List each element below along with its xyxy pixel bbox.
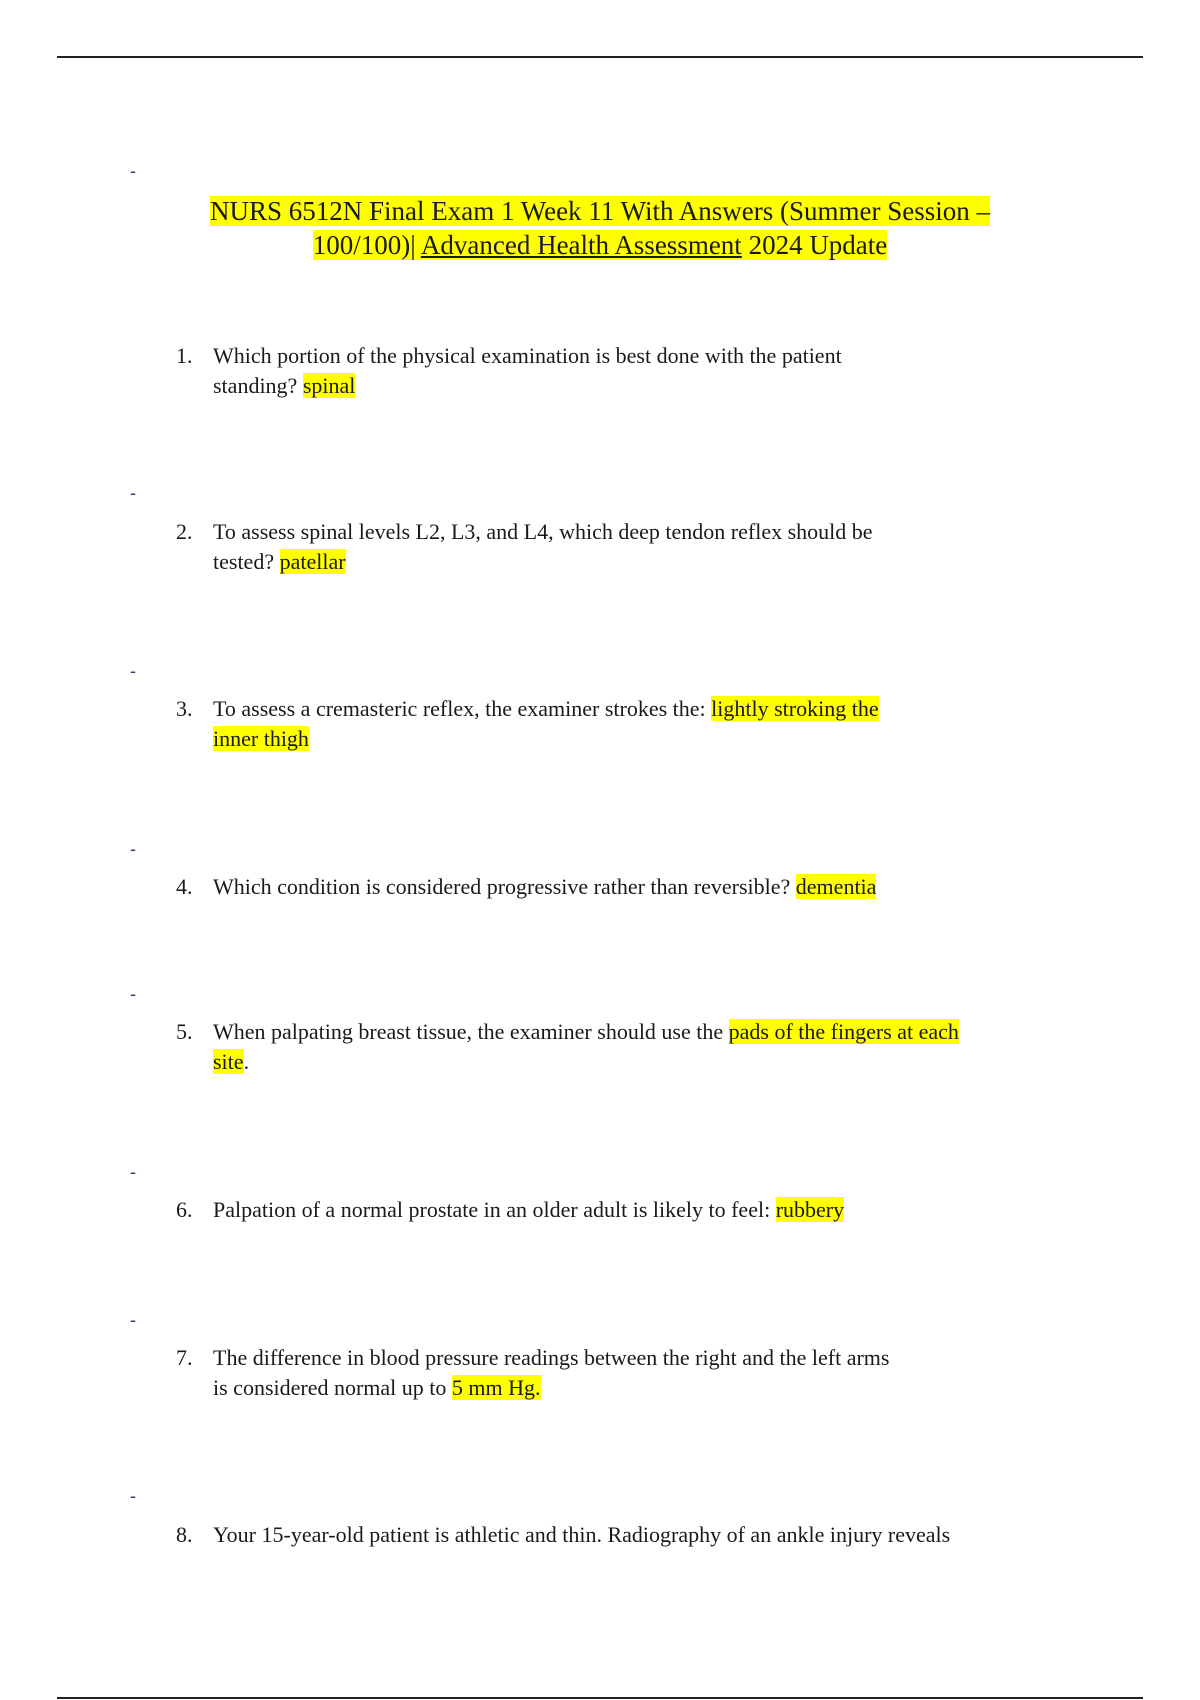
question-8 [176, 1520, 1076, 1550]
answer-highlight: 5 mm Hg. [451, 1375, 541, 1400]
question-6 [176, 1195, 1076, 1225]
answer-highlight: dementia [795, 874, 877, 899]
question-text [213, 694, 1076, 754]
document-title [170, 194, 1030, 262]
separator-dash: - [130, 1486, 136, 1506]
question-line: Palpation of a normal prostate in an older adult is likely to feel: [213, 1197, 776, 1222]
separator-dash: - [130, 984, 136, 1004]
title-part-1: NURS 6512N Final Exam 1 [210, 196, 521, 226]
title-part-2: Week 11 With Answers (Summer Session – [520, 196, 990, 226]
top-rule [57, 56, 1143, 58]
question-line: is considered normal up to [213, 1375, 452, 1400]
question-number: 4. [176, 874, 193, 899]
question-text [213, 341, 1076, 401]
question-text [213, 872, 1076, 902]
question-line: To assess a cremasteric reflex, the examiner strokes the: [213, 696, 712, 721]
question-line: Which condition is considered progressive rather than reversible? [213, 874, 796, 899]
answer-highlight: spinal [302, 373, 356, 398]
answer-highlight: lightly stroking the [711, 696, 879, 721]
question-number: 5. [176, 1019, 193, 1044]
question-number: 2. [176, 519, 193, 544]
question-text [213, 517, 1076, 577]
question-number: 3. [176, 696, 193, 721]
separator-dash: - [130, 161, 136, 181]
title-part-5: 2024 Update [741, 230, 888, 260]
question-2 [176, 517, 1076, 577]
question-line: The difference in blood pressure readings between the right and the left arms [213, 1345, 890, 1370]
question-7 [176, 1343, 1076, 1403]
question-4 [176, 872, 1076, 902]
title-part-4: Advanced Health Assessment [420, 230, 742, 260]
question-number: 8. [176, 1522, 193, 1547]
separator-dash: - [130, 1310, 136, 1330]
question-text [213, 1195, 1076, 1225]
question-line: Which portion of the physical examination is best done with the patient [213, 343, 842, 368]
question-number: 7. [176, 1345, 193, 1370]
question-3 [176, 694, 1076, 754]
question-text [213, 1017, 1076, 1077]
bottom-rule [57, 1697, 1143, 1699]
answer-highlight: pads of the fingers at each [728, 1019, 959, 1044]
question-text [213, 1520, 1076, 1550]
question-number: 6. [176, 1197, 193, 1222]
question-1 [176, 341, 1076, 401]
title-part-3: 100/100)| [312, 230, 421, 260]
question-5 [176, 1017, 1076, 1077]
answer-highlight: inner thigh [213, 726, 309, 751]
question-line: . [243, 1049, 250, 1074]
separator-dash: - [130, 483, 136, 503]
answer-highlight: rubbery [775, 1197, 845, 1222]
question-line: standing? [213, 373, 303, 398]
separator-dash: - [130, 1162, 136, 1182]
question-number: 1. [176, 343, 193, 368]
answer-highlight: site [213, 1049, 244, 1074]
question-line: To assess spinal levels L2, L3, and L4, which deep tendon reflex should be [213, 519, 873, 544]
answer-highlight: patellar [279, 549, 346, 574]
separator-dash: - [130, 839, 136, 859]
question-line: tested? [213, 549, 280, 574]
question-line: Your 15-year-old patient is athletic and thin. Radiography of an ankle injury reveals [213, 1522, 951, 1547]
question-line: When palpating breast tissue, the examiner should use the [213, 1019, 729, 1044]
separator-dash: - [130, 661, 136, 681]
question-text [213, 1343, 1076, 1403]
